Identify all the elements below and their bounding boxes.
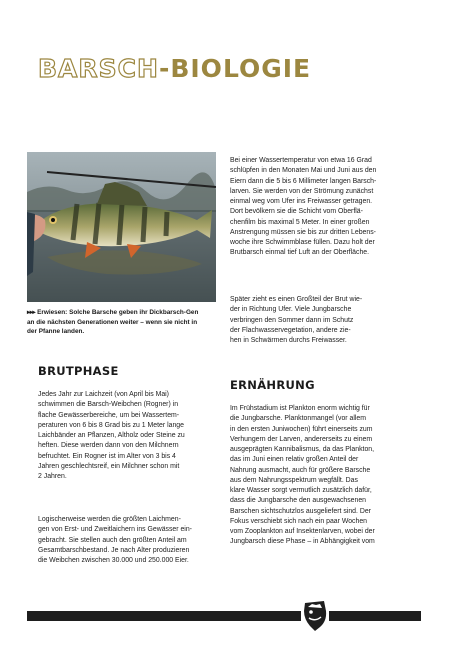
text-line: Bei einer Wassertemperatur von etwa 16 Grad [230,157,372,164]
text-line: Jahren geschlechtsreif, ein Milchner schon mit [38,462,180,470]
text-line: ausgeprägten Kannibalismus, da das Plankton, [230,446,375,453]
section-heading-brutphase: BRUTPHASE [38,364,119,378]
text-line: Gesamtbarschbestand. Je nach Alter produzieren [38,546,190,554]
text-line: aus dem Nahrungsspektrum wegfällt. Das [230,476,358,484]
text-line: Jungbarsch diese Phase – in Abhängigkeit vom [230,538,375,546]
text-line: Fokus verschiebt sich nach ein paar Wochen [230,517,367,525]
brutphase-paragraph-2 [38,515,192,566]
text-line: die Jungbarsche. Planktonmangel (vor allem [230,415,366,423]
caption-arrows: ▸▸▸ [27,309,36,316]
caption-line: Erwiesen: Solche Barsche geben ihr Dickbarsch-Gen [37,309,199,316]
text-line: befruchtet. Ein Rogner ist im Alter von 3 bis 4 [38,452,176,460]
text-line: Im Frühstadium ist Plankton enorm wichtig für [230,405,370,412]
caption-line: der Pfanne landen. [27,328,85,335]
text-line: Laichbänder an Pflanzen, Altholz oder Steine zu [38,432,185,439]
title-part-solid: BIOLOGIE [170,54,312,83]
perch-logo-icon [300,597,330,633]
text-line: Anstrengung müssen sie bis zur dritten Lebens- [230,228,376,236]
text-line: dass die Jungbarsche den ausgewachsenen [230,497,366,505]
text-line: Barschen sichtschutzlos ausgeliefert sind. Der [230,507,371,515]
text-line: verbringen den Sommer dann im Schutz [230,316,354,324]
title-dash: - [158,54,171,83]
text-line: Eiern dann die 5 bis 6 Millimeter langen Barsch- [230,177,377,185]
section-heading-ernaehrung: ERNÄHRUNG [230,378,315,392]
right-paragraph-2 [230,295,362,346]
text-line: gen von Erst- und Zweitlaichern ins Gewässer ein- [38,526,192,534]
text-line: heften. Diese werden dann von den Milchnern [38,442,179,450]
text-line: Jedes Jahr zur Laichzeit (von April bis Mai) [38,391,169,398]
text-line: in den ersten Juniwochen) führt einerseits zum [230,425,373,433]
text-line: 2 Jahren. [38,473,67,480]
photo-caption [27,308,221,337]
page-title [38,54,311,84]
text-line: flache Gewässerbereiche, um bei Wassertem- [38,411,180,419]
title-part-outline: BARSCH [38,54,159,83]
text-line: die Weibchen zwischen 30.000 und 250.000 Eier. [38,557,189,564]
perch-fish-photo [27,152,216,302]
brutphase-paragraph-1 [38,390,185,482]
text-line: vom Zooplankton auf Insektenlarven, wobei der [230,528,375,535]
text-line: klare Wasser sorgt vermutlich zusätzlich dafür, [230,487,372,494]
text-line: Nahrung ausmacht, auch für größere Barsche [230,466,371,474]
right-paragraph-1 [230,156,376,259]
text-line: der in Richtung Ufer. Viele Jungbarsche [230,306,352,314]
ernaehrung-paragraph [230,404,375,548]
text-line: Dort bevölkern sie die Schicht vom Oberflä- [230,208,363,216]
text-line: Später zieht es einen Großteil der Brut wie- [230,296,363,303]
text-line: hen in Schwärmen durchs Freiwasser. [230,337,347,344]
text-line: larven. Sie werden von der Strömung zunächst [230,187,374,195]
caption-line: an die nächsten Generationen weiter – wenn sie nicht in [27,318,198,326]
text-line: chenfilm bis maximal 5 Meter. In einer großen [230,218,370,226]
text-line: einmal weg vom Ufer ins Freiwasser getragen. [230,198,373,205]
text-line: gebracht. Sie stellen auch den größten Anteil am [38,536,187,544]
text-line: schwimmen die Barsch-Weibchen (Rogner) in [38,401,179,409]
text-line: das im Juni einen relativ großen Anteil der [230,456,359,464]
text-line: woche ihre Schwimmblase füllen. Dazu holt der [230,239,375,246]
text-line: peraturen von 6 bis 8 Grad bis zu 1 Meter lange [38,421,184,429]
text-line: Verhungern der Larven, andererseits zu einem [230,435,373,443]
footer-bar [27,611,421,621]
text-line: der Flachwasservegetation, andere zie- [230,326,351,334]
text-line: schlüpfen in den Monaten Mai und Juni aus den [230,167,377,175]
text-line: Logischerweise werden die größten Laichmen- [38,516,181,523]
text-line: Brutbarsch einmal tief Luft an der Oberfläche. [230,249,370,257]
